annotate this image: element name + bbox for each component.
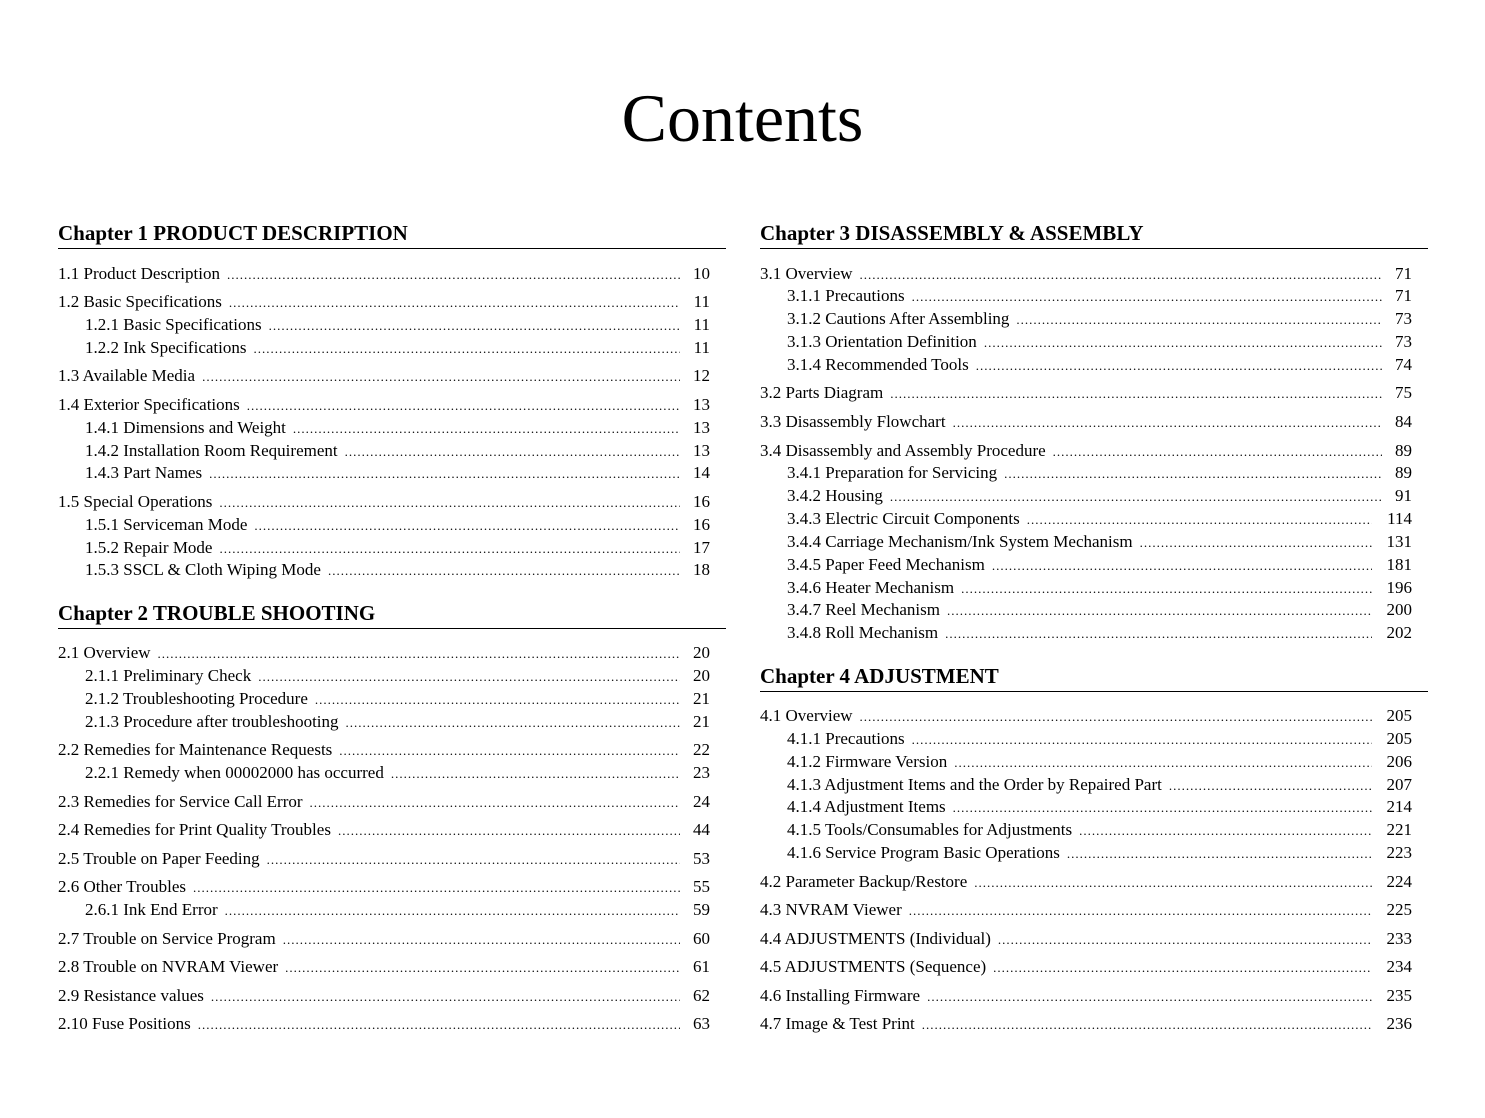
toc-entry[interactable] (760, 956, 1412, 978)
toc-page: 60 (693, 929, 710, 948)
dot-leader (267, 849, 680, 871)
toc-entry[interactable] (58, 491, 710, 513)
toc-page: 214 (1386, 797, 1412, 816)
dot-leader (227, 264, 680, 286)
toc-label: 1.5.3 SSCL & Cloth Wiping Mode (85, 560, 321, 579)
toc-label: 1.2 Basic Specifications (58, 292, 222, 311)
toc-entry[interactable] (85, 314, 710, 336)
dot-leader (992, 555, 1372, 577)
toc-page: 18 (693, 560, 710, 579)
chapter-3 (760, 220, 1428, 249)
toc-entry[interactable] (787, 577, 1412, 599)
toc-page: 20 (693, 643, 710, 662)
dot-leader (922, 1014, 1372, 1036)
dot-leader (961, 578, 1372, 600)
toc-entry[interactable] (85, 665, 710, 687)
toc-label: 1.1 Product Description (58, 264, 220, 283)
dot-leader (953, 412, 1382, 434)
toc-entry[interactable] (58, 1013, 710, 1035)
toc-entry[interactable] (760, 411, 1412, 433)
toc-label: 1.4.1 Dimensions and Weight (85, 418, 286, 437)
dot-leader (202, 366, 680, 388)
toc-entry[interactable] (787, 554, 1412, 576)
toc-entry[interactable] (58, 739, 710, 761)
toc-page: 14 (693, 463, 710, 482)
dot-leader (338, 820, 680, 842)
dot-leader (976, 355, 1382, 377)
toc-label: 4.2 Parameter Backup/Restore (760, 872, 968, 891)
dot-leader (954, 752, 1372, 774)
toc-label: 1.5 Special Operations (58, 492, 213, 511)
toc-entry[interactable] (85, 514, 710, 536)
toc-entry[interactable] (58, 394, 710, 416)
dot-leader (346, 712, 680, 734)
toc-entry[interactable] (85, 337, 710, 359)
toc-entry[interactable] (58, 291, 710, 313)
toc-page: 73 (1395, 309, 1412, 328)
toc-page: 59 (693, 900, 710, 919)
chapter-heading: Chapter 1 PRODUCT DESCRIPTION (58, 220, 726, 249)
dot-leader (909, 900, 1372, 922)
toc-label: 1.4 Exterior Specifications (58, 395, 240, 414)
dot-leader (310, 792, 680, 814)
toc-label: 2.1.3 Procedure after troubleshooting (85, 712, 339, 731)
toc-entry[interactable] (85, 559, 710, 581)
dot-leader (974, 872, 1372, 894)
toc-label: 3.4.5 Paper Feed Mechanism (787, 555, 985, 574)
chapter-2 (58, 600, 726, 629)
toc-label: 1.2.1 Basic Specifications (85, 315, 262, 334)
toc-label: 4.6 Installing Firmware (760, 986, 921, 1005)
toc-label: 3.4.3 Electric Circuit Components (787, 509, 1020, 528)
toc-entry[interactable] (787, 842, 1412, 864)
toc-page: 224 (1386, 872, 1412, 891)
dot-leader (229, 292, 680, 314)
toc-label: 4.1.6 Service Program Basic Operations (787, 843, 1060, 862)
toc-page: 16 (693, 515, 710, 534)
dot-leader (1079, 820, 1372, 842)
toc-label: 3.1.4 Recommended Tools (787, 355, 969, 374)
toc-page: 223 (1386, 843, 1412, 862)
dot-leader (258, 666, 680, 688)
toc-entry[interactable] (787, 354, 1412, 376)
toc-entry[interactable] (85, 417, 710, 439)
toc-label: 2.4 Remedies for Print Quality Troubles (58, 820, 331, 839)
toc-entry[interactable] (58, 819, 710, 841)
toc-label: 1.5.1 Serviceman Mode (85, 515, 248, 534)
toc-page: 16 (693, 492, 710, 511)
toc-entry[interactable] (58, 642, 710, 664)
dot-leader (269, 315, 680, 337)
toc-entry[interactable] (760, 871, 1412, 893)
toc-label: 2.1.1 Preliminary Check (85, 666, 252, 685)
toc-entry[interactable] (58, 848, 710, 870)
toc-page: 202 (1386, 623, 1412, 642)
toc-entry[interactable] (787, 728, 1412, 750)
toc-page: 205 (1386, 729, 1412, 748)
toc-page: 13 (693, 441, 710, 460)
dot-leader (912, 286, 1382, 308)
toc-entry[interactable] (58, 985, 710, 1007)
toc-page: 221 (1386, 820, 1412, 839)
dot-leader (328, 560, 680, 582)
toc-label: 1.4.3 Part Names (85, 463, 203, 482)
dot-leader (998, 929, 1372, 951)
toc-label: 1.3 Available Media (58, 366, 196, 385)
dot-leader (219, 538, 680, 560)
toc-label: 4.1 Overview (760, 706, 853, 725)
toc-label: 4.7 Image & Test Print (760, 1014, 915, 1033)
dot-leader (1027, 509, 1372, 531)
toc-label: 2.1 Overview (58, 643, 151, 662)
toc-entry[interactable] (85, 762, 710, 784)
toc-page: 62 (693, 986, 710, 1005)
dot-leader (1169, 775, 1372, 797)
toc-page: 11 (693, 315, 710, 334)
toc-label: 4.1.1 Precautions (787, 729, 905, 748)
toc-page: 11 (693, 338, 710, 357)
dot-leader (993, 957, 1372, 979)
toc-page: 61 (693, 957, 710, 976)
toc-entry[interactable] (58, 928, 710, 950)
toc-label: 2.8 Trouble on NVRAM Viewer (58, 957, 279, 976)
toc-page: 13 (693, 395, 710, 414)
toc-label: 2.10 Fuse Positions (58, 1014, 191, 1033)
toc-label: 1.5.2 Repair Mode (85, 538, 213, 557)
toc-entry[interactable] (85, 688, 710, 710)
toc-label: 2.1.2 Troubleshooting Procedure (85, 689, 308, 708)
toc-page: 71 (1395, 286, 1412, 305)
toc-label: 2.7 Trouble on Service Program (58, 929, 276, 948)
toc-entry[interactable] (787, 796, 1412, 818)
toc-entry[interactable] (760, 1013, 1412, 1035)
toc-entry[interactable] (787, 485, 1412, 507)
toc-entry[interactable] (85, 440, 710, 462)
toc-entry[interactable] (760, 263, 1412, 285)
toc-page: 44 (693, 820, 710, 839)
toc-page: 73 (1395, 332, 1412, 351)
dot-leader (339, 740, 680, 762)
toc-page: 205 (1386, 706, 1412, 725)
toc-label: 2.2.1 Remedy when 00002000 has occurred (85, 763, 384, 782)
chapter-4 (760, 663, 1428, 692)
toc-page: 12 (693, 366, 710, 385)
toc-page: 89 (1395, 441, 1412, 460)
toc-page: 225 (1386, 900, 1412, 919)
toc-entry[interactable] (58, 956, 710, 978)
toc-page: 207 (1386, 775, 1412, 794)
chapter-heading: Chapter 4 ADJUSTMENT (760, 663, 1428, 692)
toc-entry[interactable] (58, 365, 710, 387)
page-title: Contents (621, 80, 864, 156)
toc-page: 21 (693, 712, 710, 731)
toc-entry[interactable] (760, 899, 1412, 921)
toc-entry[interactable] (787, 462, 1412, 484)
dot-leader (947, 600, 1372, 622)
dot-leader (247, 395, 680, 417)
toc-entry[interactable] (85, 462, 710, 484)
toc-page: 13 (693, 418, 710, 437)
toc-entry[interactable] (787, 774, 1412, 796)
toc-page: 55 (693, 877, 710, 896)
chapter-heading: Chapter 2 TROUBLE SHOOTING (58, 600, 726, 629)
toc-label: 3.2 Parts Diagram (760, 383, 884, 402)
toc-entry[interactable] (85, 899, 710, 921)
toc-page: 75 (1395, 383, 1412, 402)
dot-leader (254, 515, 680, 537)
toc-page: 21 (693, 689, 710, 708)
toc-label: 3.1.3 Orientation Definition (787, 332, 977, 351)
dot-leader (225, 900, 680, 922)
toc-entry[interactable] (58, 263, 710, 285)
dot-leader (283, 929, 680, 951)
toc-label: 2.2 Remedies for Maintenance Requests (58, 740, 333, 759)
toc-page: 63 (693, 1014, 710, 1033)
dot-leader (890, 383, 1382, 405)
toc-entry[interactable] (787, 751, 1412, 773)
dot-leader (198, 1014, 680, 1036)
dot-leader (890, 486, 1382, 508)
toc-page: 114 (1387, 509, 1412, 528)
toc-entry[interactable] (787, 308, 1412, 330)
dot-leader (860, 706, 1372, 728)
toc-label: 4.4 ADJUSTMENTS (Individual) (760, 929, 991, 948)
toc-entry[interactable] (787, 508, 1412, 530)
toc-label: 4.1.3 Adjustment Items and the Order by Repaired Part (787, 775, 1162, 794)
toc-label: 4.1.2 Firmware Version (787, 752, 948, 771)
toc-label: 3.3 Disassembly Flowchart (760, 412, 946, 431)
toc-page: 11 (693, 292, 710, 311)
toc-page: 131 (1386, 532, 1412, 551)
chapter-heading: Chapter 3 DISASSEMBLY & ASSEMBLY (760, 220, 1428, 249)
dot-leader (1067, 843, 1372, 865)
toc-label: 3.4.8 Roll Mechanism (787, 623, 939, 642)
toc-page: 181 (1386, 555, 1412, 574)
toc-label: 3.4.4 Carriage Mechanism/Ink System Mechanism (787, 532, 1133, 551)
toc-label: 3.4.7 Reel Mechanism (787, 600, 940, 619)
toc-entry[interactable] (58, 876, 710, 898)
toc-label: 4.3 NVRAM Viewer (760, 900, 902, 919)
toc-entry[interactable] (85, 537, 710, 559)
dot-leader (345, 441, 680, 463)
toc-label: 3.4 Disassembly and Assembly Procedure (760, 441, 1046, 460)
toc-label: 1.4.2 Installation Room Requirement (85, 441, 338, 460)
dot-leader (209, 463, 680, 485)
toc-page: 234 (1386, 957, 1412, 976)
toc-label: 4.5 ADJUSTMENTS (Sequence) (760, 957, 987, 976)
toc-page: 53 (693, 849, 710, 868)
toc-entry[interactable] (58, 791, 710, 813)
toc-label: 4.1.4 Adjustment Items (787, 797, 946, 816)
toc-entry[interactable] (760, 440, 1412, 462)
toc-label: 3.4.6 Heater Mechanism (787, 578, 955, 597)
dot-leader (945, 623, 1372, 645)
dot-leader (984, 332, 1382, 354)
toc-entry[interactable] (787, 285, 1412, 307)
toc-page: 24 (693, 792, 710, 811)
toc-label: 3.1.2 Cautions After Assembling (787, 309, 1010, 328)
toc-label: 3.1 Overview (760, 264, 853, 283)
toc-entry[interactable] (787, 819, 1412, 841)
dot-leader (1053, 441, 1382, 463)
dot-leader (860, 264, 1382, 286)
toc-label: 2.6.1 Ink End Error (85, 900, 218, 919)
toc-page: 74 (1395, 355, 1412, 374)
toc-label: 2.6 Other Troubles (58, 877, 186, 896)
toc-label: 1.2.2 Ink Specifications (85, 338, 247, 357)
toc-page: 233 (1386, 929, 1412, 948)
dot-leader (219, 492, 680, 514)
toc-page: 20 (693, 666, 710, 685)
dot-leader (1140, 532, 1372, 554)
toc-entry[interactable] (787, 599, 1412, 621)
toc-page: 84 (1395, 412, 1412, 431)
toc-entry[interactable] (760, 985, 1412, 1007)
toc-entry[interactable] (760, 928, 1412, 950)
toc-label: 2.3 Remedies for Service Call Error (58, 792, 303, 811)
dot-leader (158, 643, 680, 665)
toc-page: 22 (693, 740, 710, 759)
toc-page: 91 (1395, 486, 1412, 505)
toc-page: 89 (1395, 463, 1412, 482)
dot-leader (285, 957, 680, 979)
dot-leader (253, 338, 680, 360)
toc-page: 236 (1386, 1014, 1412, 1033)
toc-entry[interactable] (787, 531, 1412, 553)
toc-page: 235 (1386, 986, 1412, 1005)
toc-page: 206 (1386, 752, 1412, 771)
dot-leader (1016, 309, 1382, 331)
toc-page: 200 (1386, 600, 1412, 619)
toc-page: 10 (693, 264, 710, 283)
toc-label: 3.4.2 Housing (787, 486, 883, 505)
toc-label: 3.1.1 Precautions (787, 286, 905, 305)
toc-entry[interactable] (85, 711, 710, 733)
toc-entry[interactable] (760, 382, 1412, 404)
toc-entry[interactable] (787, 622, 1412, 644)
toc-page: 196 (1386, 578, 1412, 597)
dot-leader (193, 877, 680, 899)
toc-label: 2.5 Trouble on Paper Feeding (58, 849, 260, 868)
toc-page: 23 (693, 763, 710, 782)
toc-label: 4.1.5 Tools/Consumables for Adjustments (787, 820, 1073, 839)
dot-leader (391, 763, 680, 785)
dot-leader (953, 797, 1372, 819)
toc-entry[interactable] (787, 331, 1412, 353)
dot-leader (315, 689, 680, 711)
dot-leader (927, 986, 1372, 1008)
dot-leader (912, 729, 1372, 751)
toc-page: 71 (1395, 264, 1412, 283)
dot-leader (1004, 463, 1382, 485)
chapter-1 (58, 220, 726, 249)
dot-leader (293, 418, 680, 440)
toc-label: 2.9 Resistance values (58, 986, 204, 1005)
dot-leader (211, 986, 680, 1008)
toc-page: 17 (693, 538, 710, 557)
toc-entry[interactable] (760, 705, 1412, 727)
toc-label: 3.4.1 Preparation for Servicing (787, 463, 998, 482)
